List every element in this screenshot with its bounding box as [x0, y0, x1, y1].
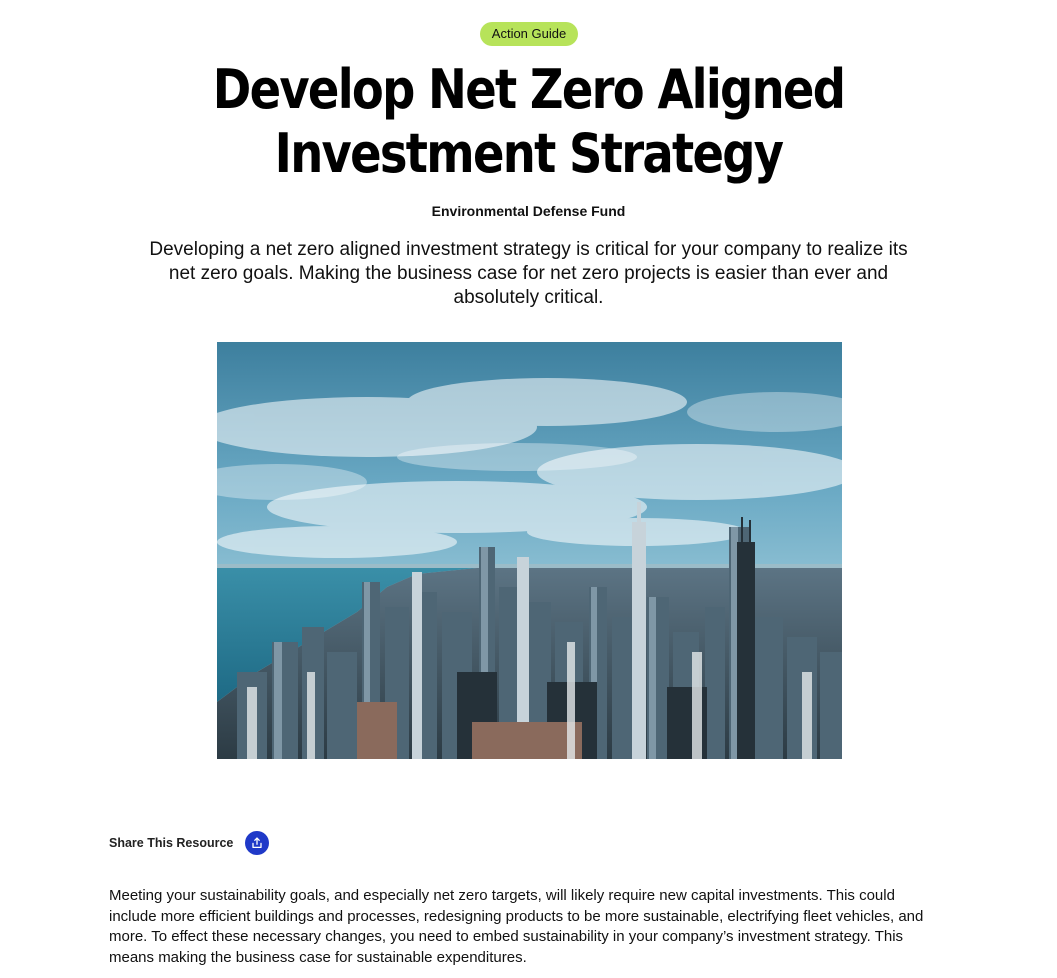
organization-name: Environmental Defense Fund [431, 203, 626, 219]
share-icon [251, 837, 263, 849]
share-button[interactable] [245, 831, 269, 855]
category-badge[interactable]: Action Guide [480, 22, 578, 46]
body-paragraph: Meeting your sustainability goals, and especially net zero targets, will likely require new capital investments. This could include more efficient buildings and processes, redesigning products to be more sustainable, electrifying fleet vehicles, and more. To effect these necessary changes, you need to embed sustainability in your company’s investment strategy. This means making the business case for sustainable expenditures. [109, 887, 924, 967]
intro-text: Developing a net zero aligned investment strategy is critical for your company to realize its net zero goals. Making the business case for net zero projects is easier than ever and absolutely critical. [149, 239, 908, 308]
hero-image [217, 342, 842, 759]
share-bar [109, 829, 269, 857]
page-title: Develop Net Zero Aligned Investment Strategy [212, 58, 845, 185]
share-label: Share This Resource [109, 836, 234, 850]
